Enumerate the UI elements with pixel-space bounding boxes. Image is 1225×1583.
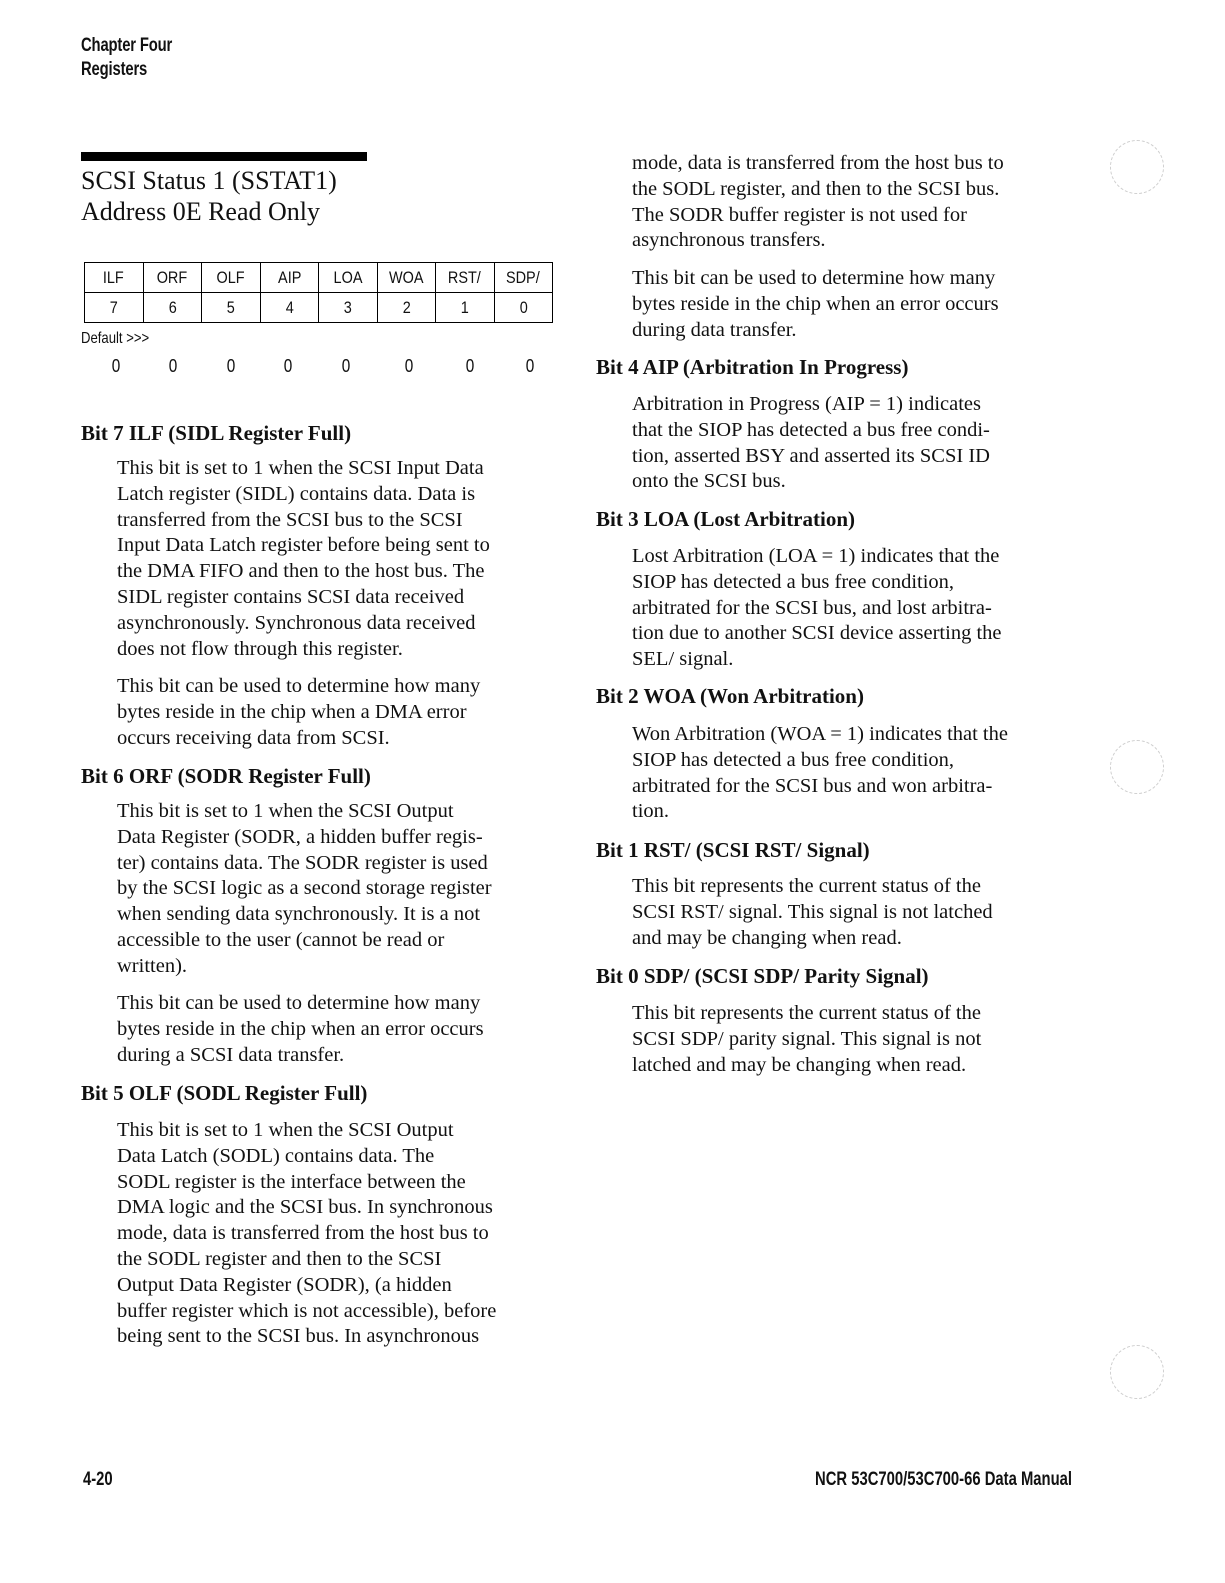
- register-address: Address 0E Read Only: [81, 197, 321, 226]
- bit-name-cell: OLF: [202, 263, 261, 293]
- bit-number-cell: 1: [436, 293, 495, 323]
- bit-number-cell: 4: [260, 293, 319, 323]
- bit5-usage: This bit can be used to determine how many bytes reside in the chip when an error occurs during data transfer.: [632, 267, 999, 341]
- default-value: 0: [465, 356, 475, 376]
- bit-name-cell: RST/: [436, 263, 495, 293]
- bit3-heading: Bit 3 LOA (Lost Arbitration): [596, 507, 856, 531]
- bit-numbers-row: [85, 293, 553, 323]
- bit7-heading: Bit 7 ILF (SIDL Register Full): [81, 421, 352, 445]
- bit-number-cell: 3: [319, 293, 378, 323]
- punch-hole-mark: [1110, 140, 1164, 194]
- bit4-heading: Bit 4 AIP (Arbitration In Progress): [596, 355, 909, 379]
- bit-number-cell: 2: [377, 293, 436, 323]
- default-value: 0: [404, 356, 414, 376]
- section-label: Registers: [81, 59, 148, 80]
- bit-name-cell: AIP: [260, 263, 319, 293]
- bit5-description: This bit is set to 1 when the SCSI Output Data Latch (SODL) contains data. The SODL register is the interface between the DMA logic and the SCSI bus. In synchronous mode, data is transferred from the host bus to the SODL register and then to the SCSI Output Data Register (SODR), (a hidden buffer register which is not accessible), before being sent to the SCSI bus. In asynchronous: [117, 1119, 497, 1348]
- default-value: 0: [525, 356, 535, 376]
- bit7-description: This bit is set to 1 when the SCSI Input Data Latch register (SIDL) contains data. Data is transferred from the SCSI bus to the SCSI Input Data Latch register before being sent to the DMA FIFO and then to the host bus. The SIDL register contains SCSI data received asynchronously. Synchronous data received does not flow through this register.: [117, 457, 490, 660]
- bit-number-cell: 7: [85, 293, 144, 323]
- bit6-heading: Bit 6 ORF (SODR Register Full): [81, 764, 371, 788]
- punch-hole-mark: [1110, 740, 1164, 794]
- register-title: SCSI Status 1 (SSTAT1): [81, 166, 337, 195]
- default-label: Default >>>: [81, 330, 150, 347]
- bit-name-cell: SDP/: [494, 263, 553, 293]
- bit3-description: Lost Arbitration (LOA = 1) indicates that the SIOP has detected a bus free condition, arbitrated for the SCSI bus, and lost arbitra- tion due to another SCSI device asserting the SEL/ signal.: [632, 545, 1002, 671]
- bit-name-cell: WOA: [377, 263, 436, 293]
- bit6-description: This bit is set to 1 when the SCSI Output Data Register (SODR, a hidden buffer regis- ter) contains data. The SODR register is used by the SCSI logic as a second storage register when sending data synchronously. It is a not accessible to the user (cannot be read or written).: [117, 800, 492, 977]
- title-rule: [81, 152, 367, 161]
- default-value: 0: [341, 356, 351, 376]
- bit1-description: This bit represents the current status of the SCSI RST/ signal. This signal is not latched and may be changing when read.: [632, 875, 993, 949]
- bit0-heading: Bit 0 SDP/ (SCSI SDP/ Parity Signal): [596, 964, 929, 988]
- punch-hole-mark: [1110, 1345, 1164, 1399]
- bit0-description: This bit represents the current status of the SCSI SDP/ parity signal. This signal is not latched and may be changing when read.: [632, 1002, 982, 1076]
- page-number: 4-20: [83, 1469, 113, 1490]
- default-value: 0: [226, 356, 236, 376]
- manual-title: NCR 53C700/53C700-66 Data Manual: [815, 1469, 1073, 1490]
- default-value: 0: [168, 356, 178, 376]
- default-value: 0: [111, 356, 121, 376]
- bit1-heading: Bit 1 RST/ (SCSI RST/ Signal): [596, 838, 870, 862]
- default-value: 0: [283, 356, 293, 376]
- bit-name-cell: ILF: [85, 263, 144, 293]
- chapter-label: Chapter Four: [81, 35, 173, 56]
- bit7-usage: This bit can be used to determine how many bytes reside in the chip when a DMA error occurs receiving data from SCSI.: [117, 675, 481, 749]
- bit-names-row: [85, 263, 553, 293]
- bit-number-cell: 5: [202, 293, 261, 323]
- bit2-description: Won Arbitration (WOA = 1) indicates that the SIOP has detected a bus free condition, arbitrated for the SCSI bus and won arbitra- tion.: [632, 723, 1008, 823]
- bit4-description: Arbitration in Progress (AIP = 1) indicates that the SIOP has detected a bus free condi- tion, asserted BSY and asserted its SCSI ID onto the SCSI bus.: [632, 393, 990, 493]
- bit-table: [84, 262, 553, 323]
- bit6-usage: This bit can be used to determine how many bytes reside in the chip when an error occurs during a SCSI data transfer.: [117, 992, 484, 1066]
- bit2-heading: Bit 2 WOA (Won Arbitration): [596, 684, 864, 708]
- bit-name-cell: LOA: [319, 263, 378, 293]
- bit5-continued: mode, data is transferred from the host bus to the SODL register, and then to the SCSI bus. The SODR buffer register is not used for asynchronous transfers.: [632, 152, 1004, 252]
- bit-number-cell: 0: [494, 293, 553, 323]
- bit5-heading: Bit 5 OLF (SODL Register Full): [81, 1081, 368, 1105]
- bit-number-cell: 6: [143, 293, 202, 323]
- bit-name-cell: ORF: [143, 263, 202, 293]
